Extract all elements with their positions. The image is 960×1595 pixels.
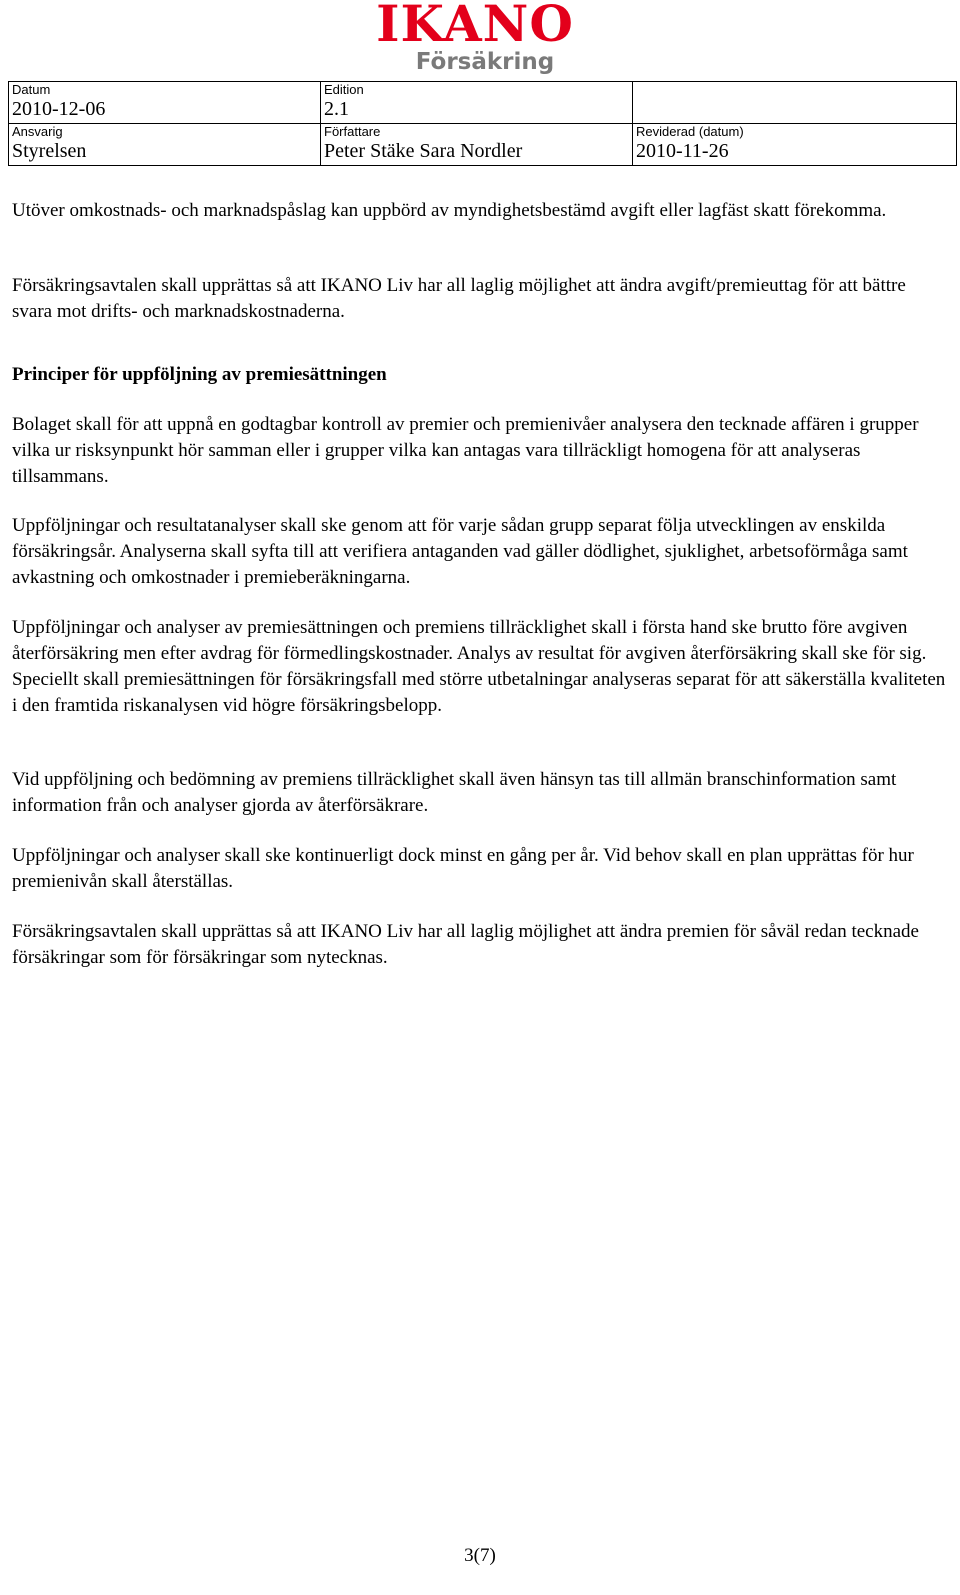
- forfattare-cell: [321, 124, 633, 166]
- datum-value: 2010-12-06: [12, 98, 106, 120]
- page-number: 3(7): [464, 1545, 496, 1566]
- logo-subtitle: Försäkring: [415, 49, 555, 75]
- empty-cell: [633, 82, 957, 124]
- edition-cell: [321, 82, 633, 124]
- document-info-table: [8, 81, 957, 166]
- paragraph-5: Uppföljningar och analyser av premiesättningen och premiens tillräcklighet skall i första hand ske brutto före avgiven återförsäkring men efter avdrag för förmedlingskostnader. Analys av resultat för avgiven återförsäkring skall ske för sig. Speciellt skall premiesättningen för försäkringsfall med större utbetalningar analyseras separat för att säkerställa kvaliteten i den framtida riskanalysen vid högre försäkringsbelopp.: [12, 617, 946, 716]
- paragraph-7: Uppföljningar och analyser skall ske kontinuerligt dock minst en gång per år. Vid behov skall en plan upprättas för hur premienivån skall återställas.: [12, 845, 914, 892]
- ansvarig-label: Ansvarig: [12, 124, 63, 139]
- reviderad-label: Reviderad (datum): [636, 124, 744, 139]
- datum-cell: [9, 82, 321, 124]
- datum-label: Datum: [12, 82, 51, 97]
- edition-label: Edition: [324, 82, 364, 97]
- forfattare-label: Författare: [324, 124, 381, 139]
- paragraph-3: Bolaget skall för att uppnå en godtagbar kontroll av premier och premienivåer analysera den tecknade affären i grupper vilka ur risksynpunkt hör samman eller i grupper vilka kan antagas vara tillräckligt homogena för att analyseras tillsammans.: [12, 414, 919, 487]
- info-row: [9, 124, 957, 166]
- forfattare-value: Peter Stäke Sara Nordler: [324, 140, 523, 162]
- reviderad-value: 2010-11-26: [636, 140, 729, 162]
- info-row: [9, 82, 957, 124]
- paragraph-1: Utöver omkostnads- och marknadspåslag kan uppbörd av myndighetsbestämd avgift eller lagfäst skatt förekomma.: [12, 200, 887, 221]
- section-heading: Principer för uppföljning av premiesättningen: [12, 364, 387, 385]
- ansvarig-cell: [9, 124, 321, 166]
- ikano-logo: [370, 0, 590, 82]
- logo-wordmark: IKANO: [376, 0, 574, 53]
- paragraph-4: Uppföljningar och resultatanalyser skall ske genom att för varje sådan grupp separat följa utvecklingen av enskilda försäkringsår. Analyserna skall syfta till att verifiera antaganden vad gäller dödlighet, sjuklighet, arbetsoförmåga samt avkastning och omkostnader i premieberäkningarna.: [12, 515, 908, 588]
- paragraph-2: Försäkringsavtalen skall upprättas så att IKANO Liv har all laglig möjlighet att ändra avgift/premieuttag för att bättre svara mot drifts- och marknadskostnaderna.: [12, 275, 906, 322]
- reviderad-cell: [633, 124, 957, 166]
- edition-value: 2.1: [324, 98, 349, 120]
- ansvarig-value: Styrelsen: [12, 140, 87, 162]
- paragraph-6: Vid uppföljning och bedömning av premiens tillräcklighet skall även hänsyn tas till allmän branschinformation samt information från och analyser gjorda av återförsäkrare.: [12, 769, 897, 816]
- paragraph-8: Försäkringsavtalen skall upprättas så att IKANO Liv har all laglig möjlighet att ändra premien för såväl redan tecknade försäkringar som för försäkringar som nytecknas.: [12, 921, 919, 968]
